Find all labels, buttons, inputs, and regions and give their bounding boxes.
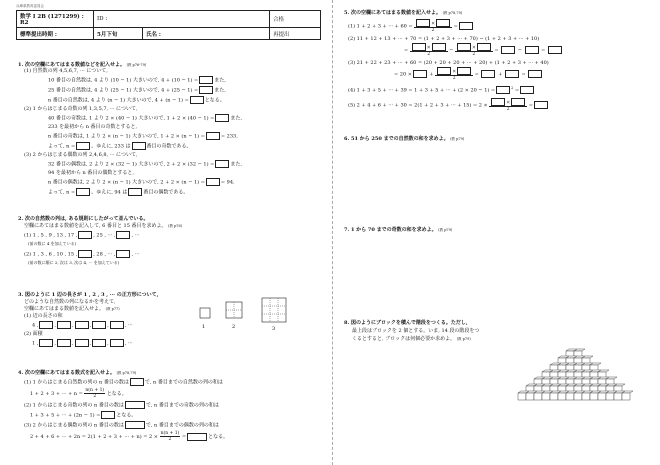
q4-s3-frac-num: n(n + 1) — [160, 431, 180, 436]
q5-s5b: = — [528, 102, 533, 109]
q2-s2note: (前の数に順に 2, 次は 3, 次は 4, ··· を加えている) — [28, 260, 120, 265]
answer-box[interactable] — [505, 70, 519, 78]
answer-box[interactable] — [459, 22, 473, 30]
q1-s1c: n 番目の自然数は, 4 より (n − 1) 大きいので, 4 + (n − 1) = — [48, 97, 189, 104]
q2-ref: (教 p76) — [168, 224, 183, 228]
q1-s2d2: 。ゆえに, 233 は — [91, 143, 131, 150]
q5-s1-den: 2 — [431, 28, 435, 33]
block — [598, 393, 606, 400]
q5-s5: (5) 2 + 4 + 6 + ··· + 30 = 2(1 + 2 + 3 + ··· + 15) = 2 × — [348, 102, 488, 109]
question-1 — [18, 62, 328, 196]
q8-ref: (教 p79) — [456, 337, 471, 341]
q5-s3: (3) 21 + 22 + 23 + ··· + 60 = (20 + 20 + 20 + ··· + 20) + (1 + 2 + 3 + ··· + 40) — [348, 60, 549, 66]
q2-s1: (1) 1 , 5 , 9 , 13 , 17 , — [24, 232, 78, 239]
answer-box[interactable] — [78, 231, 92, 239]
answer-box[interactable] — [496, 86, 510, 94]
q1-s2b: 233 を最初から n 番目の奇数とすると, — [48, 124, 138, 130]
answer-box[interactable] — [501, 46, 515, 54]
staircase-figure — [514, 345, 644, 403]
q5-s4b: = — [514, 87, 520, 94]
q5-s1e: = — [453, 23, 458, 30]
block — [566, 393, 574, 400]
resubmit-label: 再提出 — [270, 28, 321, 40]
q4-s3e: となる。 — [208, 434, 229, 440]
q1-s1a2: また, — [214, 77, 226, 84]
fig-label-3: 3 — [272, 326, 276, 332]
q1-s2d: よって, n = — [48, 143, 76, 150]
answer-box[interactable] — [116, 250, 130, 258]
answer-box[interactable] — [190, 96, 204, 104]
column-divider — [332, 0, 333, 465]
q1-title: 1. 次の空欄にあてはまる数値などを記入せよ。 — [18, 62, 125, 68]
q3-s2v: 1 , — [32, 340, 39, 347]
q2-s1c: , ··· — [131, 232, 140, 239]
answer-box[interactable] — [206, 178, 220, 186]
q4-title: 4. 次の空欄にあてはまる数式を記入せよ。 — [18, 370, 115, 376]
answer-box[interactable] — [477, 43, 491, 51]
q5-s3e: + — [498, 71, 503, 78]
answer-box[interactable] — [76, 188, 90, 196]
q1-s1: (1) 自然数の列 4,5,6,7, ··· について, — [24, 68, 108, 74]
q4-s1: (1) 1 からはじまる自然数の列の n 番目の数は — [24, 379, 129, 386]
block — [550, 393, 558, 400]
q5-s1: (1) 1 + 2 + 3 + ··· + 60 = — [348, 23, 413, 30]
q4-s3c: 2 + 4 + 6 + ··· + 2n = 2(1 + 2 + 3 + ··· + n) = 2 × — [30, 434, 158, 440]
header-table — [16, 10, 321, 40]
q5-title: 5. 次の空欄にあてはまる数値を記入せよ。 — [344, 10, 441, 16]
q1-s3: (3) 2 からはじまる偶数の列 2,4,6,8, ··· について, — [24, 152, 138, 158]
q1-s3d2: 。ゆえに, 94 は — [91, 189, 128, 196]
pass-label: 合格 — [270, 11, 321, 28]
block — [534, 393, 542, 400]
q4-s1b: で, n 番目までの自然数の列の和は — [144, 379, 223, 386]
answer-box[interactable] — [110, 339, 124, 347]
answer-box[interactable] — [92, 339, 106, 347]
q1-s1a: 10 番目の自然数は, 4 より (10 − 1) 大きいので, 4 + (10 − 1) = — [48, 77, 199, 84]
q1-s3d: よって, n = — [48, 189, 76, 196]
q3-s2: (2) 面積 — [24, 331, 43, 337]
q4-s1c: 1 + 2 + 3 + ··· + n = — [30, 391, 83, 397]
subject-label: 数学 I 2B (1271299) : R2 — [17, 11, 94, 28]
answer-box[interactable] — [436, 19, 450, 27]
block — [542, 393, 550, 400]
block — [526, 393, 534, 400]
q1-s3a2: また, — [230, 161, 242, 168]
q3-s1: (1) 辺の長さの和 — [24, 313, 63, 319]
fig-label-2: 2 — [232, 324, 236, 330]
q3-s1v: 4 , — [32, 322, 39, 329]
q5-s5-den: 2 — [506, 107, 510, 113]
answer-box[interactable] — [432, 43, 446, 51]
q4-s3b: で, n 番目までの偶数の列の和は — [145, 422, 219, 429]
answer-box[interactable] — [92, 321, 106, 329]
question-4 — [18, 370, 328, 442]
q2-s1note: (前の数に 4 を加えている) — [28, 241, 77, 246]
answer-box[interactable] — [132, 142, 146, 150]
answer-box[interactable] — [125, 401, 145, 409]
q4-s3-frac-den: 2 — [168, 437, 172, 442]
block — [622, 393, 630, 400]
q1-s2: (2) 1 からはじまる奇数の列 1,3,5,7, ··· について, — [24, 106, 138, 112]
q1-s2a: 40 番目の奇数は, 1 より 2 × (40 − 1) 大きいので, 1 + 2 × (40 − 1) = — [48, 115, 215, 122]
q4-s2d: となる。 — [116, 412, 137, 419]
block — [582, 393, 590, 400]
q4-s2: (2) 1 からはじまる奇数の列の n 番目の数は — [24, 402, 124, 409]
q4-s1-frac-num: n(n + 1) — [85, 388, 105, 393]
question-7 — [344, 227, 452, 233]
answer-box[interactable] — [78, 250, 92, 258]
name-label: 氏名 : — [143, 28, 270, 40]
answer-box[interactable] — [101, 411, 115, 419]
q4-ref: (教 p78,79) — [116, 371, 137, 375]
answer-box[interactable] — [437, 67, 451, 75]
answer-box[interactable] — [57, 339, 71, 347]
answer-box[interactable] — [39, 321, 53, 329]
q2-s2: (2) 1 , 3 , 6 , 10 , 15 , — [24, 251, 78, 258]
answer-box[interactable] — [481, 70, 495, 78]
answer-box[interactable] — [130, 378, 144, 386]
q1-s1b2: また, — [214, 87, 226, 94]
q8-line2: 最上段はブロックを 2 個とする。いま, 14 段の階段をつ — [352, 328, 480, 334]
q1-s3c2: = 94. — [220, 179, 235, 186]
q5-s2-den1: 2 — [427, 52, 431, 57]
q2-s1b: , 25 , ··· , — [93, 232, 116, 239]
block — [558, 393, 566, 400]
answer-box[interactable] — [128, 188, 142, 196]
answer-box[interactable] — [187, 433, 207, 441]
deadline-value: 5月下旬 — [94, 28, 143, 40]
answer-box[interactable] — [525, 46, 539, 54]
q2-s2c: , ··· — [131, 251, 140, 258]
q4-s1-frac-den: 2 — [93, 394, 97, 399]
answer-box[interactable] — [75, 321, 89, 329]
q1-s2c: n 番目の奇数は, 1 より 2 × (n − 1) 大きいので, 1 + 2 × (n − 1) = — [48, 133, 205, 140]
q7-title: 7. 1 から 70 までの奇数の和を求めよ。 — [344, 227, 437, 233]
squares-figure — [196, 296, 316, 340]
q5-ref: (教 p78,79) — [442, 11, 463, 15]
question-6 — [344, 136, 464, 142]
answer-box[interactable] — [215, 114, 229, 122]
answer-box[interactable] — [125, 421, 145, 429]
q5-s2e: − — [517, 47, 522, 54]
q3-line3: 空欄にあてはまる数値を記入せよ。 — [24, 306, 105, 312]
answer-box[interactable] — [528, 70, 542, 78]
q5-s3c: + — [429, 71, 434, 78]
block — [590, 393, 598, 400]
answer-box[interactable] — [534, 101, 548, 109]
q3-line2: どのような自然数の列になるかを考えて, — [24, 299, 116, 305]
block — [614, 393, 622, 400]
answer-box[interactable] — [215, 160, 229, 168]
q2-line2: 空欄にあてはまる数値を記入して, 6 番目と 15 番目を求めよ。 — [24, 223, 167, 229]
block — [518, 393, 526, 400]
answer-box[interactable] — [76, 142, 90, 150]
q1-s3a: 32 番目の偶数は, 2 より 2 × (32 − 1) 大きいので, 2 + 2 × (32 − 1) = — [48, 161, 215, 168]
q4-s2c: 1 + 3 + 5 + ··· + (2n − 1) = — [30, 412, 101, 419]
q6-ref: (教 p79) — [450, 137, 465, 141]
q4-s3d: = — [181, 434, 187, 440]
q2-s2b: , 28 , ··· , — [93, 251, 116, 258]
answer-box[interactable] — [511, 98, 525, 106]
answer-box[interactable] — [199, 76, 213, 84]
q3-title: 3. 図のように 1 辺の長さが 1 , 2 , 3 , ··· の正方形について, — [18, 292, 159, 298]
q5-s3b: = 20 × — [394, 71, 412, 78]
q5-s3-den: 2 — [452, 76, 456, 81]
q4-s2b: で, n 番目までの奇数の列の和は — [145, 402, 219, 409]
answer-box[interactable] — [110, 321, 124, 329]
answer-box[interactable] — [413, 70, 427, 78]
answer-box[interactable] — [457, 67, 471, 75]
answer-box[interactable] — [39, 339, 53, 347]
question-3: 3. 図のように 1 辺の長さが 1 , 2 , 3 , ··· の正方形について, どのような自然数の列になるかを考えて, 空欄にあてはまる数値を記入せよ。 (教 p77) (1) 辺の長さの和 4 , , , , , , ··· (2) 面積 1 , , , , , , ··· — [18, 292, 328, 347]
q1-s3c: n 番目の偶数は, 2 より 2 × (n − 1) 大きいので, 2 + 2 × (n − 1) = — [48, 179, 205, 186]
answer-box[interactable] — [548, 46, 562, 54]
id-label: ID : — [94, 11, 270, 28]
q7-ref: (教 p79) — [438, 228, 453, 232]
fig-label-1: 1 — [202, 324, 206, 330]
answer-box[interactable] — [116, 231, 130, 239]
q5-s2: (2) 11 + 12 + 13 + ··· + 70 = (1 + 2 + 3 + ··· + 70) − (1 + 2 + 3 + ··· + 10) — [348, 36, 540, 42]
q1-s1b: 25 番目の自然数は, 4 より (25 − 1) 大きいので, 4 + (25 − 1) = — [48, 87, 199, 94]
q3-ref: (教 p77) — [105, 307, 120, 311]
q5-s2b: = — [404, 47, 409, 54]
q2-title: 2. 次の自然数の列は, ある規則にしたがって並んでいる。 — [18, 216, 149, 222]
question-2 — [18, 216, 328, 266]
q6-title: 6. 51 から 250 までの自然数の和を求めよ。 — [344, 136, 449, 142]
q1-s1c2: となる。 — [204, 97, 225, 104]
q1-s2c2: = 233. — [220, 133, 238, 140]
answer-box[interactable] — [520, 86, 534, 94]
q4-s1d: となる。 — [106, 391, 127, 397]
q5-s2-den2: 2 — [472, 52, 476, 57]
answer-box[interactable] — [416, 19, 430, 27]
q8-title: 8. 図のようにブロックを積んで階段をつくる。ただし, — [344, 320, 468, 326]
q1-s2a2: また, — [230, 115, 242, 122]
q1-s3b: 94 を最初から n 番目の偶数とすると, — [48, 170, 134, 176]
question-5: 5. 次の空欄にあてはまる数値を記入せよ。 (教 p78,79) (1) 1 + 2 + 3 + ··· + 60 = $\frac{\times}{2}$ = (2) 11 + 12 + 13 + ··· + 70 = (1 + 2 + 3 + ··· + 70) − (1 + 2 + 3 + ··· + 10) = $\frac{\times}{2}$ − $\frac{\times}{2}$ = − = (3) 21 + 22 + 23 + ··· + 60 = (20 + 20 + 20 + ··· + 20) + (1 + 2 + 3 + ··· + 40) = 20 × + $\frac{\times}{2}$ = + = (4) 1 + 3 + 5 + ··· + 39 = 1 + 3 + 5 + ··· + (2 × 20 − 1) = $^2$ = (5) 2 + 4 + 6 + ··· + 30 = 2(1 + 2 + 3 + ··· + 15) = 2 × $\frac{\times}{2}$ = — [344, 10, 644, 112]
answer-box[interactable] — [206, 132, 220, 140]
answer-box[interactable] — [75, 339, 89, 347]
top-note: 兵庫県教育委員会 — [16, 4, 44, 8]
question-8 — [344, 320, 644, 342]
answer-box[interactable] — [412, 43, 426, 51]
block — [574, 393, 582, 400]
deadline-label: 標準提出時期 : — [17, 28, 94, 40]
answer-box[interactable] — [457, 43, 471, 51]
answer-box[interactable] — [199, 86, 213, 94]
q5-s2d: − — [449, 47, 454, 54]
q8-line3: くるとすると, ブロックは何個必要か求めよ。 — [352, 336, 456, 342]
q1-ref: (教 p76-79) — [126, 63, 147, 67]
q1-s3d3: 番目の偶数である。 — [143, 189, 189, 196]
q4-s3: (3) 2 からはじまる偶数の列の n 番目の数は — [24, 422, 124, 429]
answer-box[interactable] — [57, 321, 71, 329]
block — [606, 393, 614, 400]
q5-s4: (4) 1 + 3 + 5 + ··· + 39 = 1 + 3 + 5 + ··· + (2 × 20 − 1) = — [348, 87, 496, 94]
q1-s2d3: 番目の奇数である。 — [146, 143, 192, 150]
answer-box[interactable] — [491, 98, 505, 106]
